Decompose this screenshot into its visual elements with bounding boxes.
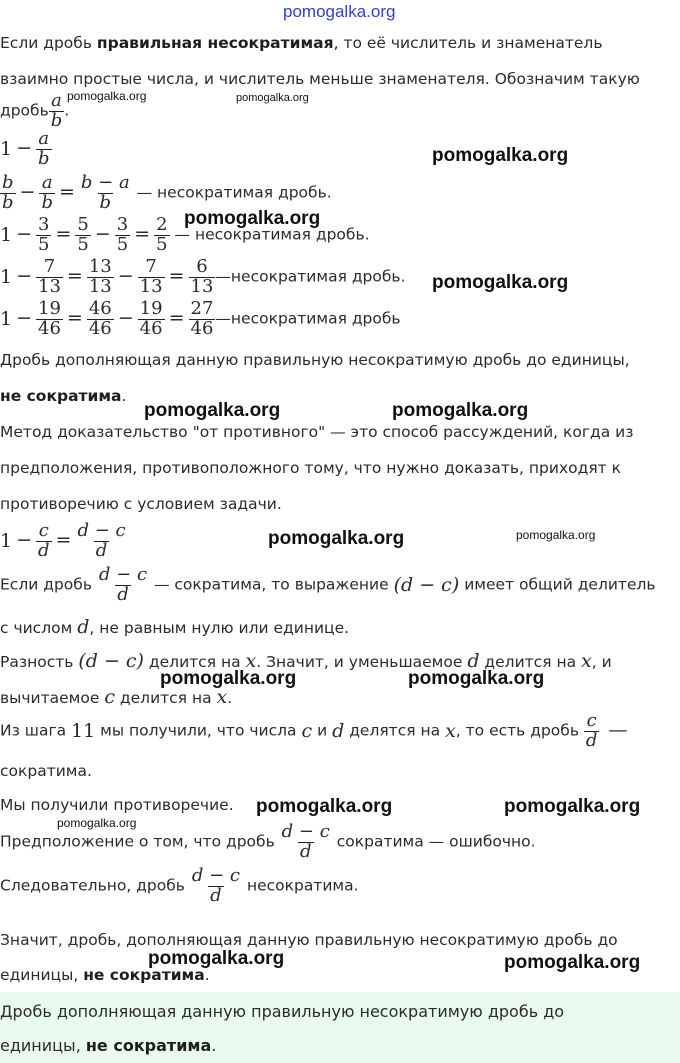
proof-line-8: Предположение о том, что дробь $\frac{d - c}{d}$ сократима — ошибочно. <box>0 821 536 862</box>
intro-line-2: взаимно простые числа, и числитель меньше знаменателя. Обозначим такую <box>0 70 640 88</box>
method-line-1: Метод доказательство "от противного" — это способ рассуждений, когда из <box>0 423 634 441</box>
proof-line-2: с числом d, не равным нулю или единице. <box>0 616 350 638</box>
watermark: pomogalka.org <box>256 796 393 817</box>
paragraph-2-line-1: Дробь дополняющая данную правильную несократимую дробь до единицы, <box>0 351 630 369</box>
intro-line-3: дробь $\frac{a}{b}$ . <box>0 90 70 131</box>
equation-3: 1 − $\frac{3}{5}$ = $\frac{5}{5}$ − $\frac{3}{5}$ = $\frac{2}{5}$ — несократимая дробь. <box>0 214 370 255</box>
watermark: pomogalka.org <box>236 92 309 104</box>
watermark: pomogalka.org <box>144 400 281 421</box>
answer-line-1: Дробь дополняющая данную правильную несократимую дробь до <box>0 1002 565 1021</box>
conclusion-line-1: Значит, дробь, дополняющая данную правильную несократимую дробь до <box>0 931 618 949</box>
proof-line-5: Из шага 11 мы получили, что числа c и d делятся на x, то есть дробь $\frac{c}{d}$ — <box>0 710 628 751</box>
equation-1: 1 − $\frac{a}{b}$ <box>0 128 50 169</box>
conclusion-line-2: единицы, не сократима. <box>0 966 210 984</box>
equation-2: $\frac{b}{b}$ − $\frac{a}{b}$ = $\frac{b - a}{b}$ — несократимая дробь. <box>2 172 332 213</box>
watermark: pomogalka.org <box>160 668 297 689</box>
site-watermark-link[interactable]: pomogalka.org <box>283 2 396 21</box>
watermark: pomogalka.org <box>184 208 321 229</box>
proof-line-1: Если дробь $\frac{d - c}{d}$ — сократима, то выражение (d − c) имеет общий делитель <box>0 564 656 605</box>
proof-line-6: сократима. <box>0 762 92 780</box>
answer-box <box>0 992 680 1063</box>
intro-line-1: Если дробь правильная несократимая, то её числитель и знаменатель <box>0 34 603 52</box>
watermark: pomogalka.org <box>57 816 137 830</box>
equation-5: 1 − $\frac{19}{46}$ = $\frac{46}{46}$ − $\frac{19}{46}$ = $\frac{27}{46}$ —несократимая дробь <box>0 298 401 339</box>
equation-6: 1 − $\frac{c}{d}$ = $\frac{d - c}{d}$ <box>0 520 126 561</box>
answer-line-2: единицы, не сократима. <box>0 1036 217 1055</box>
proof-line-7: Мы получили противоречие. <box>0 796 234 814</box>
proof-line-4: вычитаемое c делится на x. <box>0 686 233 708</box>
fraction-a-over-b: $\frac{a}{b}$ <box>50 90 63 131</box>
watermark: pomogalka.org <box>408 668 545 689</box>
proof-line-9: Следовательно, дробь $\frac{d - c}{d}$ несократима. <box>0 865 359 906</box>
watermark: pomogalka.org <box>504 952 641 973</box>
watermark: pomogalka.org <box>67 89 147 103</box>
watermark: pomogalka.org <box>432 272 569 293</box>
watermark: pomogalka.org <box>432 145 569 166</box>
equation-4: 1 − $\frac{7}{13}$ = $\frac{13}{13}$ − $\frac{7}{13}$ = $\frac{6}{13}$ —несократимая дробь. <box>0 256 406 297</box>
watermark: pomogalka.org <box>504 796 641 817</box>
method-line-3: противоречию с условием задачи. <box>0 495 282 513</box>
method-line-2: предположения, противоположного тому, что нужно доказать, приходят к <box>0 459 621 477</box>
proof-line-3: Разность (d − c) делится на x. Значит, и уменьшаемое d делится на x, и <box>0 650 612 672</box>
watermark: pomogalka.org <box>516 528 596 542</box>
watermark: pomogalka.org <box>392 400 529 421</box>
watermark: pomogalka.org <box>148 948 285 969</box>
watermark: pomogalka.org <box>268 528 405 549</box>
paragraph-2-line-2: не сократима. <box>0 387 127 405</box>
